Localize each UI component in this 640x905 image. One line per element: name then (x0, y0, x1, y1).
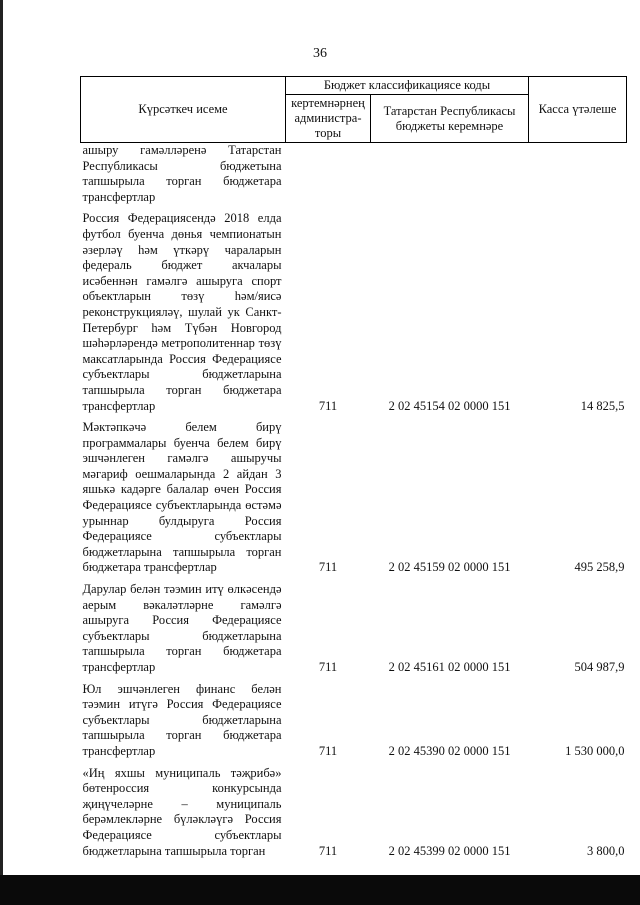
row-revenue-code (371, 143, 529, 209)
row-revenue-code: 2 02 45399 02 0000 151 (388, 843, 511, 858)
row-administrator: 711 (318, 843, 338, 858)
header-indicator-name: Күрсәткеч исеме (81, 77, 286, 143)
row-administrator: 711 (318, 560, 338, 575)
row-amount (529, 143, 627, 209)
header-budget-classification: Бюджет классификациясе коды (286, 77, 529, 95)
row-revenue-code: 2 02 45161 02 0000 151 (388, 660, 511, 674)
row-description: Мәктәпкәчә белем бирү программалары буенча белем бирү эшчәнлеген гамәлгә ашыручы мәгариф оешмаларында 2 айдан 3 яшькә кадәрге балалар өчен Россия Федерациясе субъектларында өстәмә урыннар булдыруга Россия Федерациясе субъектлары бюджетларына тапшырыла торган бюджетара трансфертлар (82, 420, 282, 575)
scan-edge (0, 0, 3, 905)
table-row (81, 763, 627, 863)
table-row (81, 143, 627, 209)
table-row (81, 679, 627, 763)
row-amount: 504 987,9 (574, 660, 625, 674)
row-description: Дарулар белән тәэмин итү өлкәсендә аерым вәкаләтләрне гамәлгә ашыруга Россия Федерациясе субъектлары бюджетларына тапшырыла торган бюджетара трансфертлар (82, 582, 282, 674)
row-administrator: 711 (318, 398, 338, 413)
row-revenue-code: 2 02 45159 02 0000 151 (388, 560, 511, 575)
row-amount: 14 825,5 (580, 398, 625, 413)
row-amount: 1 530 000,0 (565, 743, 625, 758)
row-administrator: 711 (318, 660, 338, 674)
row-description: ашыру гамәлләренә Татарстан Республикасы бюджетына тапшырыла торган бюджетара трансфертлар (82, 143, 282, 204)
row-description: «Иң яхшы муниципаль тәҗрибә» бөтенроссия конкурсында җиңүчеләрне – муниципаль берәмлекләрне бүләкләүгә Россия Федерациясе субъектлары бюджетларына тапшырыла торган (82, 765, 282, 858)
row-administrator (286, 143, 371, 209)
header-revenue-administrator: кертемнәрнең администра-торы (286, 95, 371, 143)
row-description: Россия Федерациясендә 2018 елда футбол буенча дөнья чемпионатын әзерләү һәм үткәрү чараларын федераль бюджет акчалары исәбеннән гамәлгә ашыруга спорт объектларын төзү һәм/яисә реконструкцияләү, шулай ук Санкт-Петербург һәм Түбән Новгород шәһәрләрендә метрополитеннар төзү максатларында Россия Федерациясе субъектлары бюджетларына тапшырыла торган бюджетара трансфертлар (82, 211, 282, 413)
row-administrator: 711 (318, 743, 338, 758)
scan-bottom-edge (0, 875, 640, 905)
header-cash-execution: Касса үтәлеше (529, 77, 627, 143)
row-revenue-code: 2 02 45390 02 0000 151 (388, 743, 511, 758)
header-budget-revenue-code: Татарстан Республикасы бюджеты керемнәре (371, 95, 529, 143)
table-row (81, 579, 627, 679)
row-description: Юл эшчәнлеген финанс белән тәэмин итүгә Россия Федерациясе субъектлары бюджетларына тапшырыла торган бюджетара трансфертлар (82, 681, 282, 758)
table-row (81, 417, 627, 579)
row-revenue-code: 2 02 45154 02 0000 151 (388, 398, 511, 413)
revenue-table (80, 76, 627, 862)
row-amount: 495 258,9 (574, 560, 625, 575)
row-amount: 3 800,0 (587, 843, 625, 858)
table-row (81, 208, 627, 417)
page-number: 36 (313, 46, 327, 61)
